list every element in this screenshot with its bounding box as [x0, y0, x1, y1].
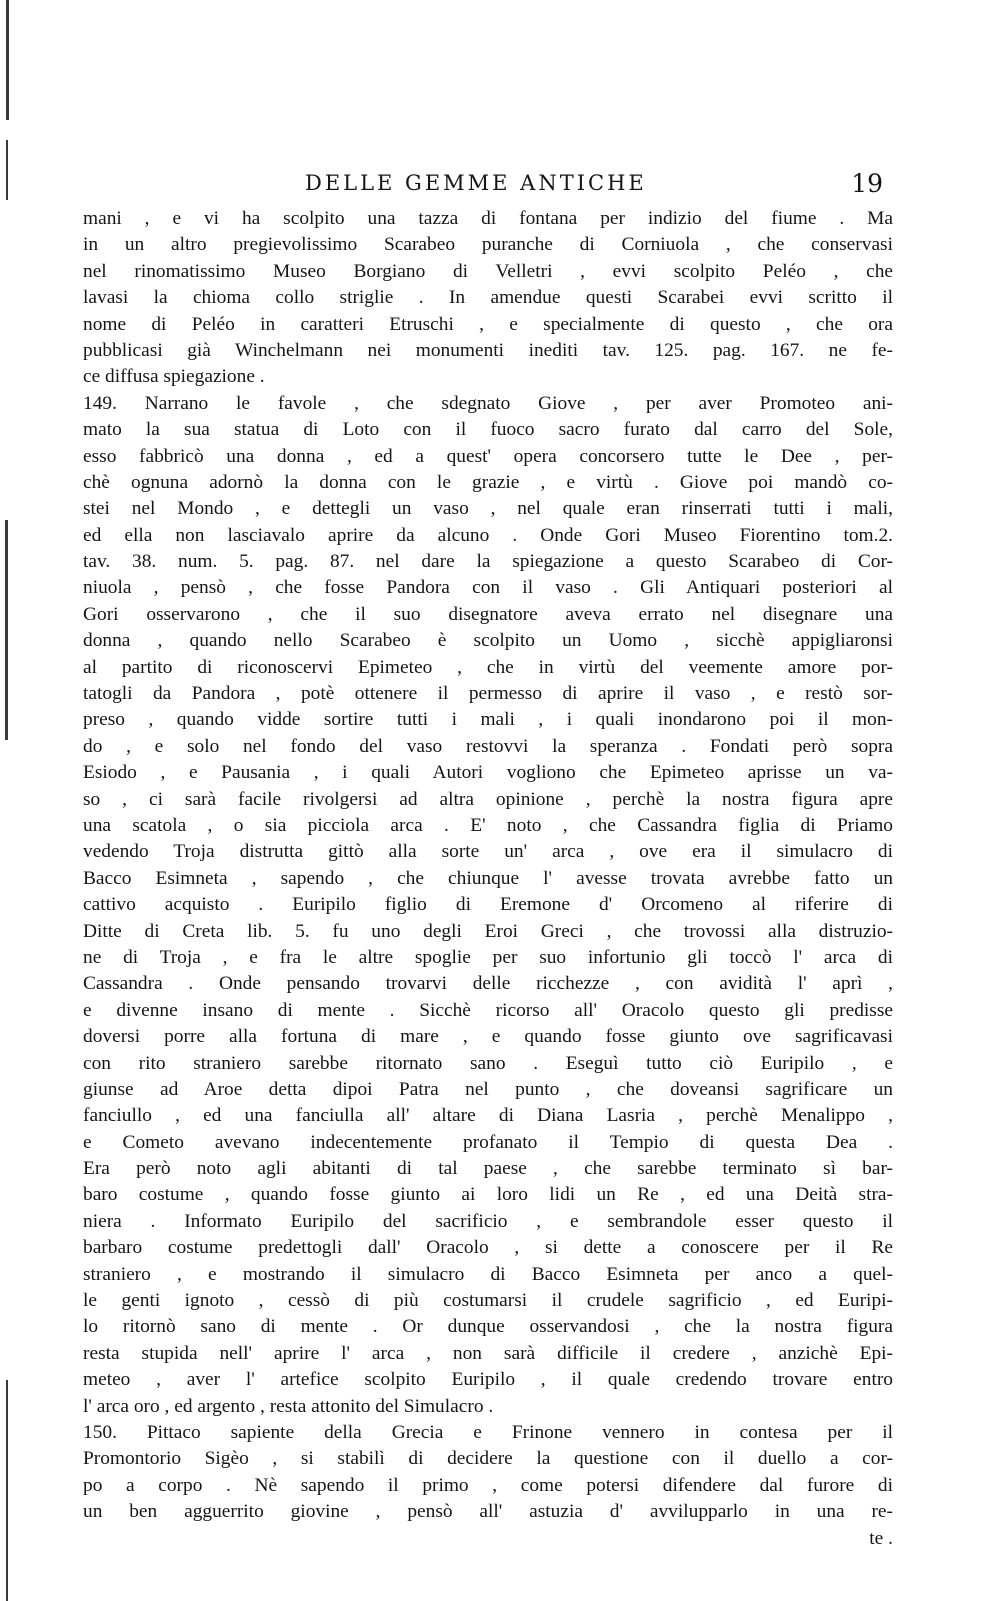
text-line: ed ella non lasciavalo aprire da alcuno . Onde Gori Museo Fiorentino tom.2. [83, 524, 893, 546]
text-line: Gori osservarono , che il suo disegnatore aveva errato nel disegnare una [83, 603, 893, 625]
text-line: tav. 38. num. 5. pag. 87. nel dare la spiegazione a questo Scarabeo di Cor- [83, 551, 893, 573]
running-title: DELLE GEMME ANTICHE [305, 171, 647, 195]
text-line: vedendo Troja distrutta gittò alla sorte un' arca , ove era il simulacro di [83, 841, 893, 863]
text-line: cattivo acquisto . Euripilo figlio di Eremone d' Orcomeno al riferire di [83, 894, 893, 916]
text-line: doversi porre alla fortuna di mare , e quando fosse giunto ove sagrificavasi [83, 1026, 893, 1048]
page-header [83, 171, 883, 197]
text-line: mato la sua statua di Loto con il fuoco sacro furato dal carro del Sole, [83, 419, 893, 441]
text-line: esso fabbricò una donna , ed a quest' opera concorsero tutte le Dee , per- [83, 445, 893, 467]
text-line: meteo , aver l' artefice scolpito Euripilo , il quale credendo trovare entro [83, 1369, 893, 1391]
text-line: nome di Peléo in caratteri Etruschi , e specialmente di questo , che ora [83, 313, 893, 335]
text-line: preso , quando vidde sortire tutti i mali , i quali inondarono poi il mon- [83, 709, 893, 731]
text-line: mani , e vi ha scolpito una tazza di fontana per indizio del fiume . Ma [83, 208, 893, 229]
text-line: Esiodo , e Pausania , i quali Autori vogliono che Epimeteo aprisse un va- [83, 762, 893, 784]
text-line: so , ci sarà facile rivolgersi ad altra opinione , perchè la nostra figura apre [83, 788, 893, 810]
text-line: le genti ignoto , cessò di più costumarsi il crudele sagrificio , ed Euripi- [83, 1290, 893, 1312]
text-line: con rito straniero sarebbe ritornato sano . Eseguì tutto ciò Euripilo , e [83, 1052, 893, 1074]
text-line: tatogli da Pandora , potè ottenere il permesso di aprire il vaso , e restò sor- [83, 683, 893, 705]
text-line: niuola , pensò , che fosse Pandora con il vaso . Gli Antiquari posteriori al [83, 577, 893, 599]
text-line: do , e solo nel fondo del vaso restovvi la speranza . Fondati però sopra [83, 735, 893, 757]
text-line: nel rinomatissimo Museo Borgiano di Velletri , evvi scolpito Peléo , che [83, 260, 893, 282]
text-line: pubblicasi già Winchelmann nei monumenti inediti tav. 125. pag. 167. ne fe- [83, 339, 893, 361]
text-line: barbaro costume predettogli dall' Oracolo , si dette a conoscere per il Re [83, 1237, 893, 1259]
text-line: un ben agguerrito giovine , pensò all' astuzia d' avvilupparlo in una re- [83, 1501, 893, 1523]
text-line: in un altro pregievolissimo Scarabeo puranche di Corniuola , che conservasi [83, 234, 893, 256]
text-line: giunse ad Aroe detta dipoi Patra nel punto , che doveansi sagrificare un [83, 1078, 893, 1100]
scan-edge-mark [6, 140, 8, 200]
text-line: una scatola , o sia picciola arca . E' noto , che Cassandra figlia di Priamo [83, 814, 893, 836]
text-line: e divenne insano di mente . Sicchè ricorso all' Oracolo questo gli predisse [83, 999, 893, 1021]
text-line: ne di Troja , e fra le altre spoglie per suo infortunio gli toccò l' arca di [83, 946, 893, 968]
text-line: Bacco Esimneta , sapendo , che chiunque l' avesse trovata avrebbe fatto un [83, 867, 893, 889]
text-line: Cassandra . Onde pensando trovarvi delle ricchezze , con avidità l' aprì , [83, 973, 893, 995]
text-line: 149. Narrano le favole , che sdegnato Giove , per aver Promoteo ani- [83, 392, 893, 414]
text-line: ce diffusa spiegazione . [83, 366, 265, 388]
text-line: al partito di riconoscervi Epimeteo , che in virtù del veemente amore por- [83, 656, 893, 678]
text-line: 150. Pittaco sapiente della Grecia e Frinone vennero in contesa per il [83, 1421, 893, 1443]
text-line: lavasi la chioma collo striglie . In amendue questi Scarabei evvi scritto il [83, 287, 893, 309]
text-line: chè ognuna adornò la donna con le grazie , e virtù . Giove poi mandò co- [83, 471, 893, 493]
text-line: stei nel Mondo , e dettegli un vaso , nel quale eran rinserrati tutti i mali, [83, 498, 893, 520]
page-number: 19 [851, 169, 883, 198]
body-text [83, 206, 893, 1552]
text-line: te . [869, 1527, 893, 1549]
text-line: straniero , e mostrando il simulacro di Bacco Esimneta per anco a quel- [83, 1263, 893, 1285]
scan-edge-mark [5, 520, 8, 740]
text-line: Era però noto agli abitanti di tal paese , che sarebbe terminato sì bar- [83, 1158, 893, 1180]
text-line: baro costume , quando fosse giunto ai loro lidi un Re , ed una Deità stra- [83, 1184, 893, 1206]
text-line: resta stupida nell' aprire l' arca , non sarà difficile il credere , anzichè Epi- [83, 1342, 893, 1364]
text-line: l' arca oro , ed argento , resta attonito del Simulacro . [83, 1395, 494, 1417]
text-line: niera . Informato Euripilo del sacrificio , e sembrandole esser questo il [83, 1210, 893, 1232]
scan-edge-mark [6, 1380, 8, 1601]
text-line: Ditte di Creta lib. 5. fu uno degli Eroi Greci , che trovossi alla distruzio- [83, 920, 893, 942]
text-line: donna , quando nello Scarabeo è scolpito un Uomo , sicchè appigliaronsi [83, 630, 893, 652]
text-line: fanciullo , ed una fanciulla all' altare di Diana Lasria , perchè Menalippo , [83, 1105, 893, 1127]
scan-edge-mark [6, 0, 9, 120]
text-line: Promontorio Sigèo , si stabilì di decidere la questione con il duello a cor- [83, 1448, 893, 1470]
text-line: lo ritornò sano di mente . Or dunque osservandosi , che la nostra figura [83, 1316, 893, 1338]
text-line: e Cometo avevano indecentemente profanato il Tempio di questa Dea . [83, 1131, 893, 1153]
text-line: po a corpo . Nè sapendo il primo , come potersi difendere dal furore di [83, 1474, 893, 1496]
